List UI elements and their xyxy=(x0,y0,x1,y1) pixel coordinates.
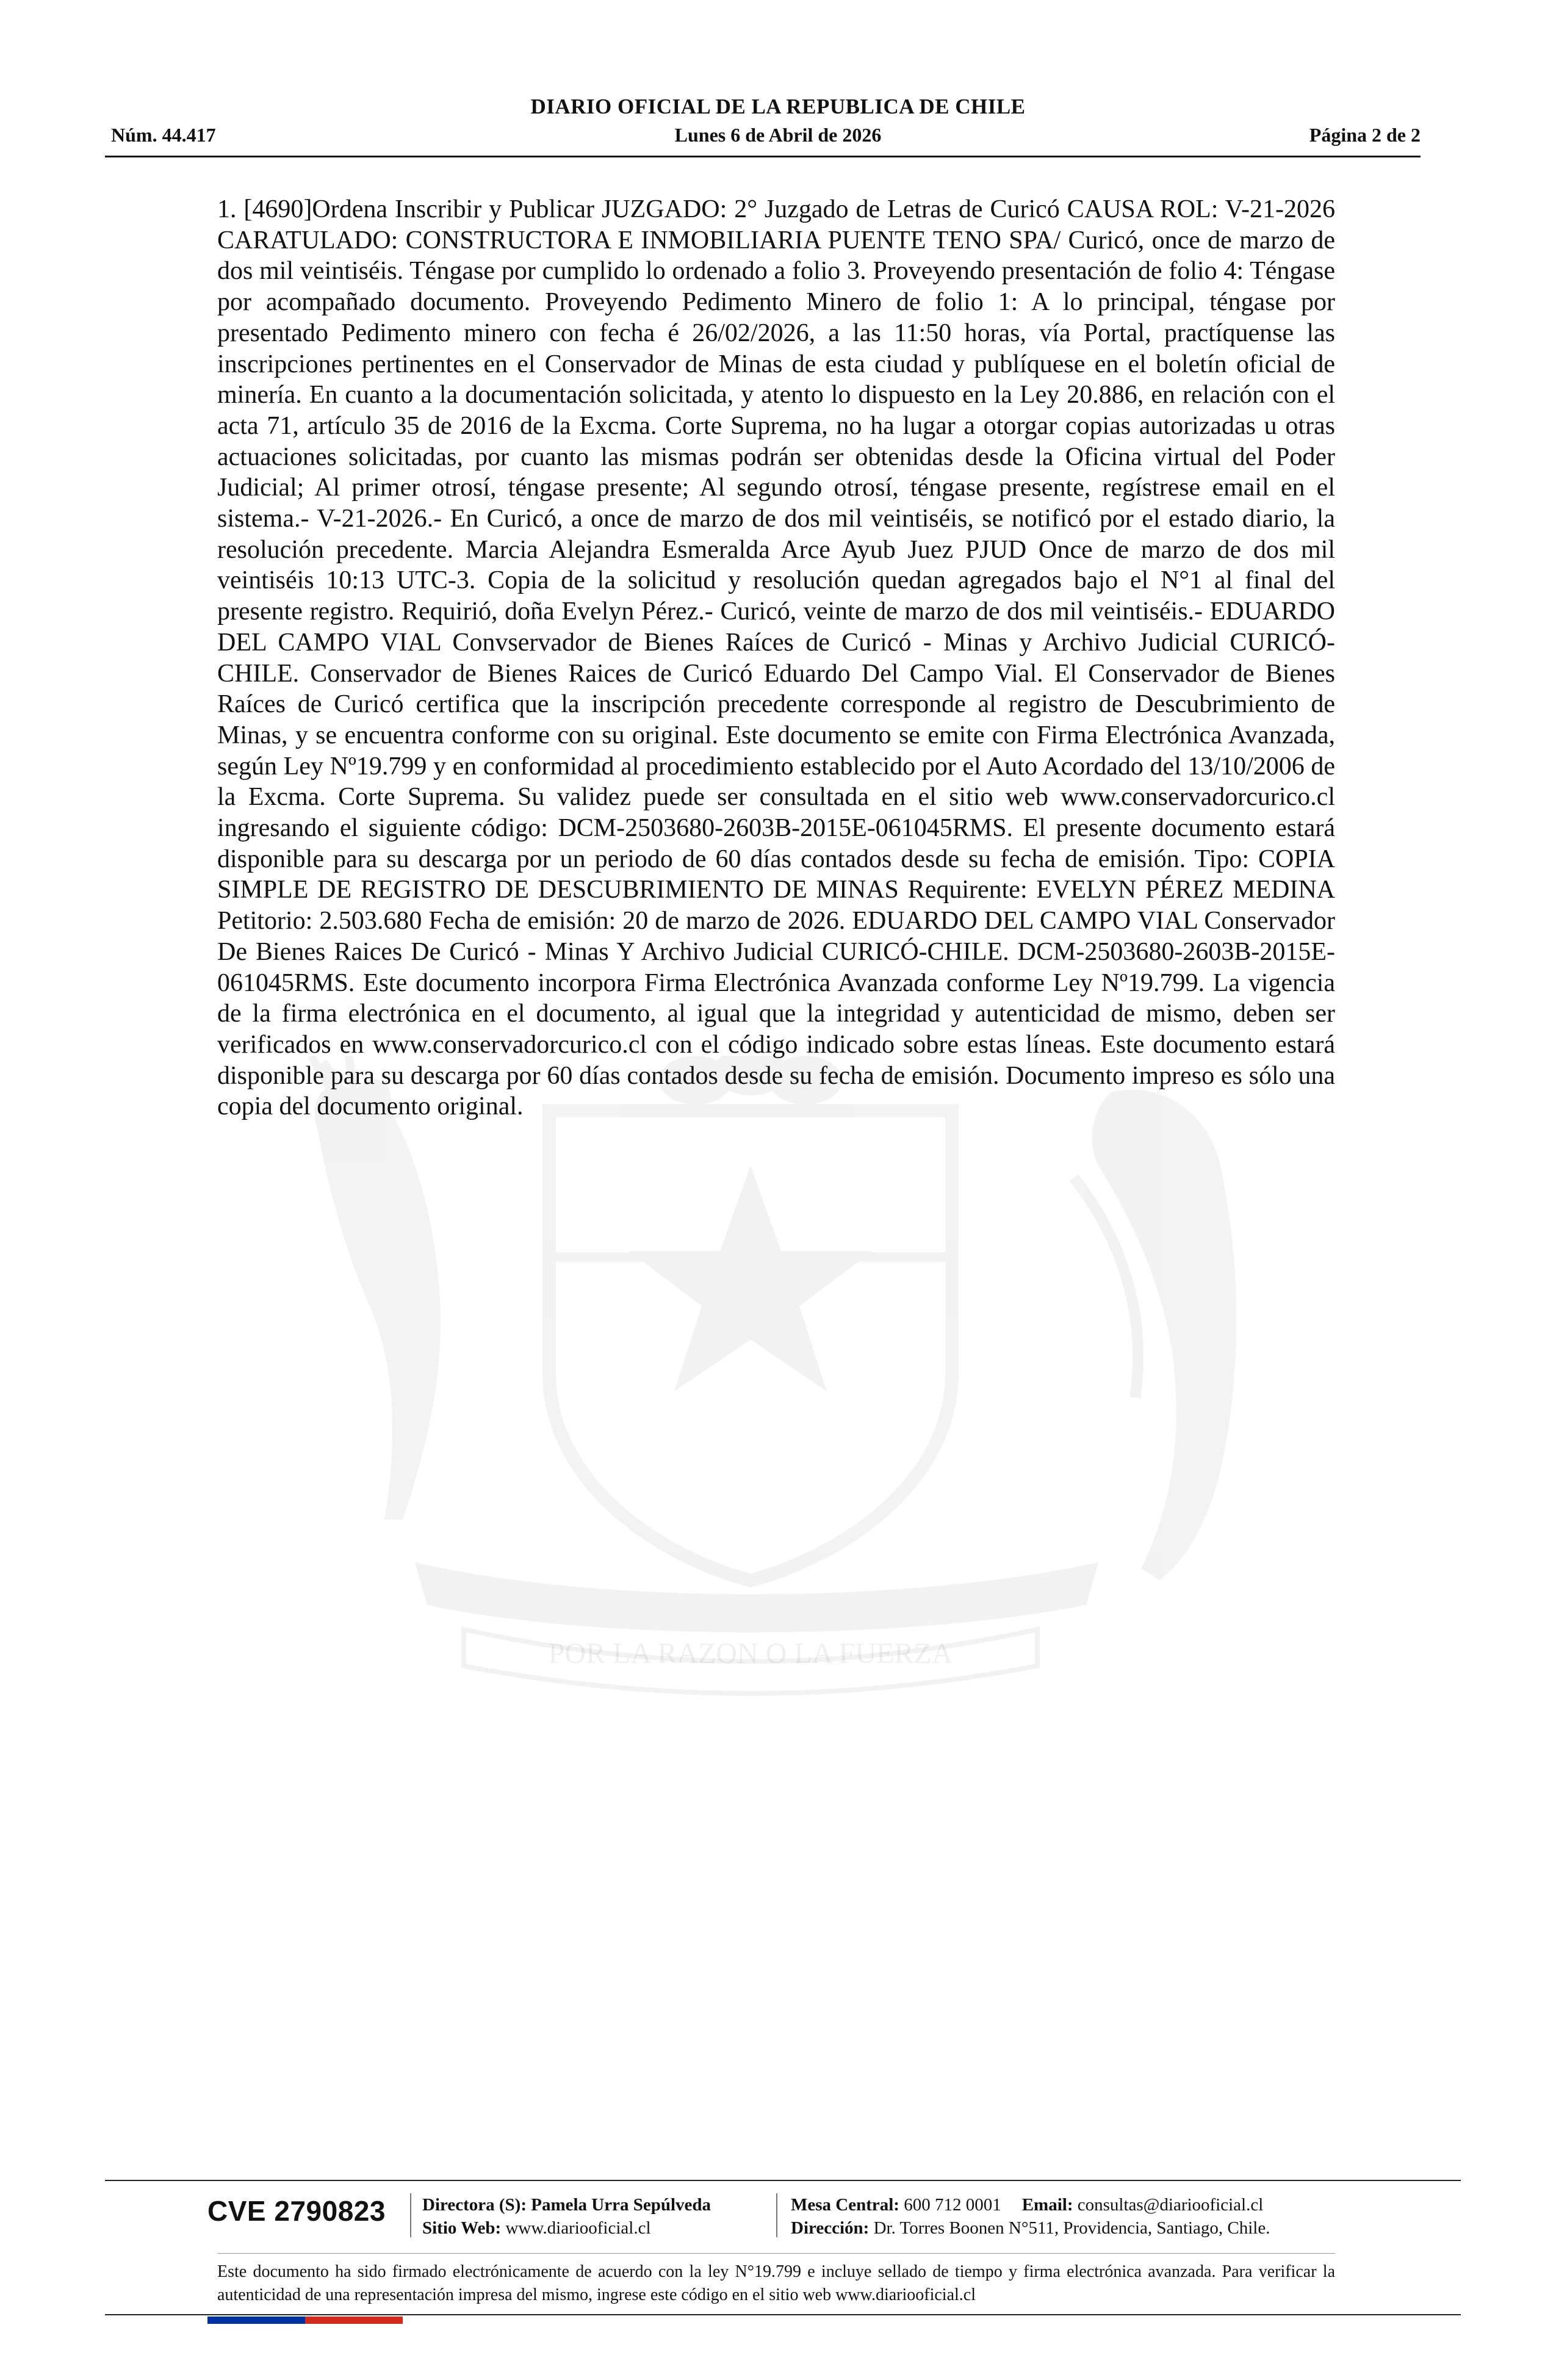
footer-mid-rule xyxy=(217,2253,1335,2254)
page-indicator: Página 2 de 2 xyxy=(1309,124,1421,146)
footer-separator xyxy=(410,2193,411,2237)
publication-text: 1. [4690]Ordena Inscribir y Publicar JUZGADO: 2° Juzgado de Letras de Curicó CAUSA ROL: V-21-2026 CARATULADO: CONSTRUCTORA E INMOBILIARIA PUENTE TENO SPA/ Curicó, once de marzo de dos mil veintiséis. Téngase por cumplido lo ordenado a folio 3. Proveyendo presentación de folio 4: Téngase por acompañado documento. Proveyendo Pedimento Minero de folio 1: A lo principal, téngase por presentado Pedimento minero con fecha é 26/02/2026, a las 11:50 horas, vía Portal, practíquense las inscripciones pertinentes en el Conservador de Minas de esta ciudad y publíquese en el boletín oficial de minería. En cuanto a la documentación solicitada, y atento lo dispuesto en la Ley 20.886, en relación con el acta 71, artículo 35 de 2016 de la Excma. Corte Suprema, no ha lugar a otorgar copias autorizadas u otras actuaciones solicitadas, por cuanto las mismas podrán ser obtenidas desde la Oficina virtual del Poder Judicial; Al primer otrosí, téngase presente; Al segundo otrosí, téngase presente, regístrese email en el sistema.- V-21-2026.- En Curicó, a once de marzo de dos mil veintiséis, se notificó por el estado diario, la resolución precedente. Marcia Alejandra Esmeralda Arce Ayub Juez PJUD Once de marzo de dos mil veintiséis 10:13 UTC-3. Copia de la solicitud y resolución quedan agregados bajo el N°1 al final del presente registro. Requirió, doña Evelyn Pérez.- Curicó, veinte de marzo de dos mil veintiséis.- EDUARDO DEL CAMPO VIAL Convservador de Bienes Raíces de Curicó - Minas y Archivo Judicial CURICÓ-CHILE. Conservador de Bienes Raices de Curicó Eduardo Del Campo Vial. El Conservador de Bienes Raíces de Curicó certifica que la inscripción precedente corresponde al registro de Descubrimiento de Minas, y se encuentra conforme con su original. Este documento se emite con Firma Electrónica Avanzada, según Ley Nº19.799 y en conformidad al procedimiento establecido por el Auto Acordado del 13/10/2006 de la Excma. Corte Suprema. Su validez puede ser consultada en el sitio web www.conservadorcurico.cl ingresando el siguiente código: DCM-2503680-2603B-2015E-061045RMS. El presente documento estará disponible para su descarga por un periodo de 60 días contados desde su fecha de emisión. Tipo: COPIA SIMPLE DE REGISTRO DE DESCUBRIMIENTO DE MINAS Requirente: EVELYN PÉREZ MEDINA Petitorio: 2.503.680 Fecha de emisión: 20 de marzo de 2026. EDUARDO DEL CAMPO VIAL Conservador De Bienes Raices De Curicó - Minas Y Archivo Judicial CURICÓ-CHILE. DCM-2503680-2603B-2015E-061045RMS. Este documento incorpora Firma Electrónica Avanzada conforme Ley Nº19.799. La vigencia de la firma electrónica en el documento, al igual que la integridad y autenticidad de mismo, deben ser verificados en www.conservadorcurico.cl con el código indicado sobre estas líneas. Este documento estará disponible para su descarga por 60 días contados desde su fecha de emisión. Documento impreso es sólo una copia del documento original. xyxy=(217,195,1335,1121)
mesa-label: Mesa Central: xyxy=(791,2195,899,2215)
header-divider xyxy=(105,156,1421,157)
issue-date: Lunes 6 de Abril de 2026 xyxy=(674,124,882,146)
flag-blue-segment xyxy=(207,2317,305,2324)
site-label: Sitio Web: xyxy=(422,2218,502,2238)
coat-of-arms-watermark xyxy=(232,1056,1269,1703)
mesa-phone: 600 712 0001 xyxy=(904,2195,1001,2215)
address-label: Dirección: xyxy=(791,2218,870,2238)
motto-text: POR LA RAZON O LA FUERZA xyxy=(548,1637,953,1670)
flag-color-bar xyxy=(207,2317,403,2324)
email-link[interactable]: consultas@diariooficial.cl xyxy=(1077,2195,1264,2215)
site-link[interactable]: www.diariooficial.cl xyxy=(505,2218,651,2238)
director-name: Pamela Urra Sepúlveda xyxy=(531,2195,711,2215)
email-label: Email: xyxy=(1021,2195,1073,2215)
newspaper-title: DIARIO OFICIAL DE LA REPUBLICA DE CHILE xyxy=(530,95,1026,118)
address-value: Dr. Torres Boonen N°511, Providencia, Santiago, Chile. xyxy=(873,2218,1270,2238)
footer-top-rule xyxy=(105,2180,1461,2181)
footer-separator xyxy=(776,2193,777,2237)
footer-bottom-rule xyxy=(105,2314,1461,2315)
cve-code: CVE 2790823 xyxy=(207,2195,386,2227)
legal-notice: Este documento ha sido firmado electrónicamente de acuerdo con la ley N°19.799 e incluye sellado de tiempo y firma electrónica avanzada. Para verificar la autenticidad de una representación impresa del mismo, ingrese este código en el sitio web www.diariooficial.cl xyxy=(217,2262,1335,2304)
issue-number: Núm. 44.417 xyxy=(111,124,216,146)
flag-red-segment xyxy=(305,2317,403,2324)
director-label: Directora (S): xyxy=(422,2195,527,2215)
footer-contact-left xyxy=(422,2193,711,2240)
footer-contact-right xyxy=(791,2193,1270,2240)
